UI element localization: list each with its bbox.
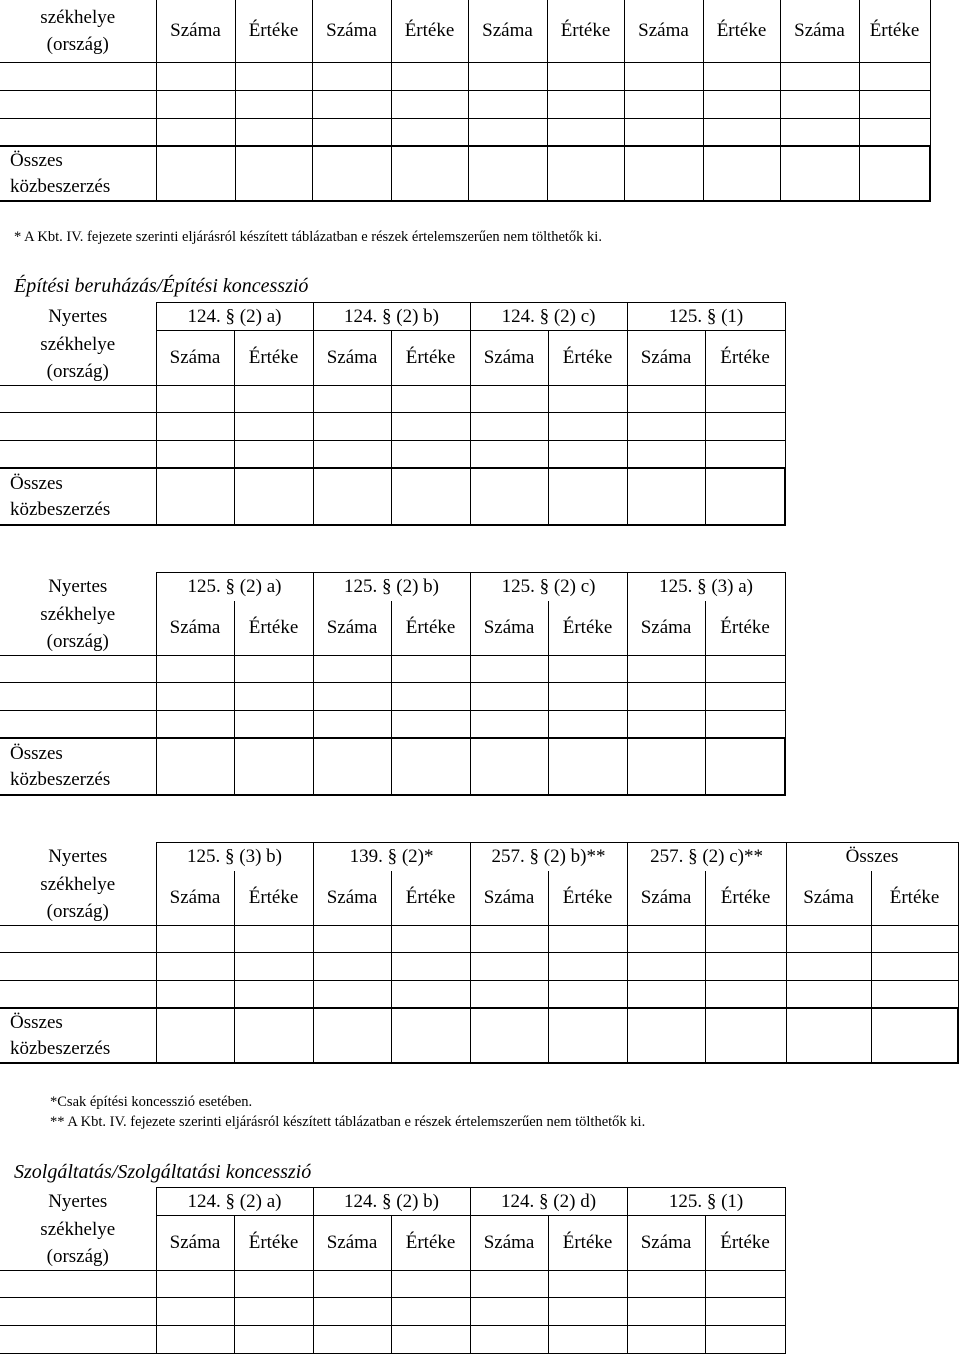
col-erteke: Értéke: [859, 0, 930, 62]
col-erteke: Értéke: [547, 0, 624, 62]
header-125-1: 125. § (1): [627, 303, 785, 331]
total-row: [0, 146, 930, 201]
header-124-2-b: 124. § (2) b): [313, 303, 470, 331]
header-257-2-b: 257. § (2) b)**: [470, 843, 627, 871]
col-erteke: Értéke: [548, 871, 627, 926]
col-szama: Száma: [156, 871, 234, 926]
header-country-cell: székhelye (ország): [0, 1216, 156, 1271]
col-szama: Száma: [468, 0, 547, 62]
header-124-2-a: 124. § (2) a): [156, 303, 313, 331]
header-124-2-d: 124. § (2) d): [470, 1188, 627, 1216]
col-szama: Száma: [313, 871, 391, 926]
header-osszes: Összes: [786, 843, 958, 871]
col-szama: Száma: [313, 1216, 391, 1271]
col-erteke: Értéke: [234, 871, 313, 926]
label-orszag: (ország): [46, 33, 109, 55]
col-erteke: Értéke: [871, 871, 958, 926]
table-row: [0, 90, 930, 118]
header-125-1: 125. § (1): [627, 1188, 785, 1216]
col-erteke: Értéke: [548, 331, 627, 386]
col-erteke: Értéke: [705, 601, 785, 656]
col-szama: Száma: [470, 1216, 548, 1271]
table-row: [0, 385, 785, 412]
col-szama: Száma: [627, 601, 705, 656]
label-nyertes: Nyertes: [0, 1188, 156, 1216]
col-erteke: Értéke: [391, 871, 470, 926]
col-erteke: Értéke: [548, 601, 627, 656]
col-szama: Száma: [627, 331, 705, 386]
label-nyertes: Nyertes: [0, 573, 156, 601]
col-erteke: Értéke: [391, 331, 470, 386]
total-row: [0, 738, 785, 795]
table-row: [0, 1270, 785, 1297]
table-row: [0, 440, 785, 468]
col-erteke: Értéke: [235, 0, 312, 62]
table-epitesi-a: [0, 302, 786, 526]
label-nyertes: Nyertes: [0, 843, 156, 871]
total-row: [0, 468, 785, 525]
header-country-cell: székhelye (ország): [0, 331, 156, 386]
col-erteke: Értéke: [705, 871, 786, 926]
col-erteke: Értéke: [703, 0, 780, 62]
header-country-cell: székhelye (ország): [0, 601, 156, 656]
header-country-cell: [0, 0, 156, 62]
col-erteke: Értéke: [391, 601, 470, 656]
header-124-2-c: 124. § (2) c): [470, 303, 627, 331]
col-szama: Száma: [470, 871, 548, 926]
table-row: [0, 980, 958, 1008]
total-label-cell: Összes közbeszerzés: [0, 146, 156, 201]
table-row: [0, 682, 785, 710]
col-szama: Száma: [156, 0, 235, 62]
header-257-2-c: 257. § (2) c)**: [627, 843, 786, 871]
col-szama: Száma: [313, 331, 391, 386]
header-125-2-c: 125. § (2) c): [470, 573, 627, 601]
header-125-3-a: 125. § (3) a): [627, 573, 785, 601]
footnote-top: * A Kbt. IV. fejezete szerinti eljárásról készített táblázatban e részek értelemszerűen nem tölthetők ki.: [14, 229, 602, 245]
footnote-kbt-iv: ** A Kbt. IV. fejezete szerinti eljárásról készített táblázatban e részek értelemszerűen nem tölthetők ki.: [50, 1114, 646, 1130]
col-szama: Száma: [312, 0, 391, 62]
col-szama: Száma: [156, 601, 234, 656]
col-szama: Száma: [780, 0, 859, 62]
total-label-cell: Összes közbeszerzés: [0, 1008, 156, 1063]
header-125-3-b: 125. § (3) b): [156, 843, 313, 871]
col-erteke: Értéke: [391, 0, 468, 62]
section-title-epitesi: Építési beruházás/Építési koncesszió: [14, 275, 309, 297]
col-szama: Száma: [470, 331, 548, 386]
table-row: [0, 62, 930, 90]
table-row: [0, 655, 785, 682]
col-szama: Száma: [313, 601, 391, 656]
header-125-2-a: 125. § (2) a): [156, 573, 313, 601]
header-125-2-b: 125. § (2) b): [313, 573, 470, 601]
col-erteke: Értéke: [548, 1216, 627, 1271]
table-epitesi-b: [0, 572, 786, 796]
table-row: [0, 952, 958, 980]
col-szama: Száma: [470, 601, 548, 656]
col-szama: Száma: [156, 1216, 234, 1271]
col-szama: Száma: [786, 871, 871, 926]
col-erteke: Értéke: [234, 601, 313, 656]
col-erteke: Értéke: [234, 331, 313, 386]
col-szama: Száma: [627, 871, 705, 926]
table-row: [0, 1297, 785, 1325]
col-szama: Száma: [156, 331, 234, 386]
total-label-cell: Összes közbeszerzés: [0, 468, 156, 525]
table-row: [0, 925, 958, 952]
table-row: [0, 412, 785, 440]
header-139-2: 139. § (2)*: [313, 843, 470, 871]
col-szama: Száma: [624, 0, 703, 62]
table-row: [0, 1325, 785, 1353]
table-row: [0, 118, 930, 146]
col-erteke: Értéke: [705, 331, 785, 386]
header-124-2-b: 124. § (2) b): [313, 1188, 470, 1216]
label-szekhelye: székhelye: [40, 6, 116, 28]
col-erteke: Értéke: [234, 1216, 313, 1271]
table-szolgaltatas: [0, 1187, 786, 1354]
col-szama: Száma: [627, 1216, 705, 1271]
total-label-cell: Összes közbeszerzés: [0, 738, 156, 795]
table-epitesi-c: [0, 842, 959, 1064]
header-124-2-a: 124. § (2) a): [156, 1188, 313, 1216]
total-row: [0, 1008, 958, 1063]
label-nyertes: Nyertes: [0, 303, 156, 331]
section-title-szolgaltatas: Szolgáltatás/Szolgáltatási koncesszió: [14, 1161, 312, 1183]
top-table: [0, 0, 931, 202]
table-row: [0, 710, 785, 738]
footnote-csak-epitesi: *Csak építési koncesszió esetében.: [50, 1094, 253, 1110]
header-country-cell: székhelye (ország): [0, 871, 156, 926]
col-erteke: Értéke: [705, 1216, 785, 1271]
col-erteke: Értéke: [391, 1216, 470, 1271]
